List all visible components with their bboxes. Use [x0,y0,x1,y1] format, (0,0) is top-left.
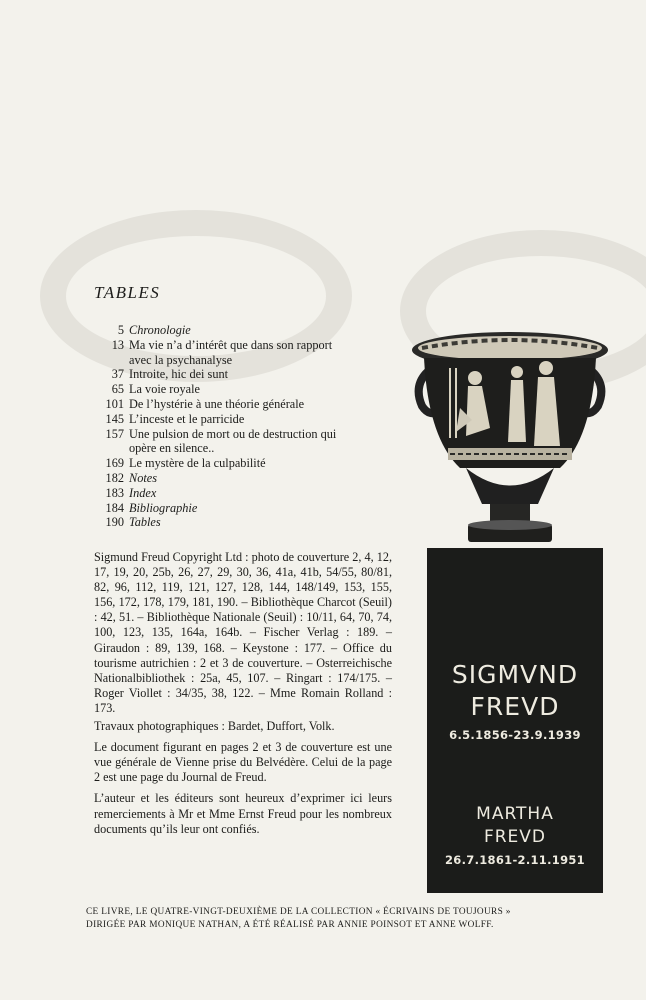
plinth-dates-sigmund: 6.5.1856-23.9.1939 [449,728,581,742]
acknowledgements: L’auteur et les éditeurs sont heureux d’exprimer ici leurs remerciements à Mr et Mme Ernst Freud pour les nombreux documents qu’ils leur ont confiés. [94,791,392,836]
toc-title: Le mystère de la culpabilité [129,456,266,471]
toc-page-number: 145 [105,411,124,426]
toc-title: Notes [129,470,158,485]
marble-plinth [427,548,603,893]
toc-title: Index [129,485,157,500]
toc-page-number: 190 [105,515,124,530]
plinth-dates-martha: 26.7.1861-2.11.1951 [445,853,585,867]
toc-page-number: 157 [105,426,124,441]
table-of-contents [86,323,396,530]
toc-entry [86,397,396,412]
toc-title: Tables [129,515,161,530]
toc-entry [86,456,396,471]
toc-title: avec la psychanalyse [129,352,233,367]
toc-title: Ma vie n’a d’intérêt que dans son rapport [129,337,333,352]
toc-entry [86,338,396,353]
toc-page-number: 183 [105,485,124,500]
toc-title: Introite, hic dei sunt [129,367,229,382]
page-heading: TABLES [94,283,161,302]
toc-page-number: 65 [111,382,124,397]
toc-entry [86,382,396,397]
toc-title: De l’hystérie à une théorie générale [129,396,305,411]
toc-entry [86,501,396,516]
toc-entry [86,367,396,382]
toc-title: L’inceste et le parricide [129,411,245,426]
toc-entry [86,427,396,442]
toc-entry [86,412,396,427]
toc-page-number [86,353,129,368]
toc-page-number: 37 [111,367,124,382]
toc-page-number: 101 [105,396,124,411]
toc-entry [86,441,396,456]
toc-page-number: 169 [105,456,124,471]
toc-page-number: 182 [105,470,124,485]
credits-block [94,550,392,843]
toc-page-number: 5 [117,323,124,337]
colophon-line-1: CE LIVRE, LE QUATRE-VINGT-DEUXIÈME DE LA COLLECTION « ÉCRIVAINS DE TOUJOURS » [86,907,511,917]
toc-entry [86,471,396,486]
toc-page-number [86,441,129,456]
photo-works: Travaux photographiques : Bardet, Duffort, Volk. [94,719,335,734]
toc-title: La voie royale [129,382,201,397]
toc-title: Chronologie [129,323,191,337]
toc-page-number: 184 [105,500,124,515]
toc-entry [86,515,396,530]
document-note: Le document figurant en pages 2 et 3 de couverture est une vue générale de Vienne prise du Belvédère. Celui de la page 2 est une page du Journal de Freud. [94,740,392,785]
toc-entry [86,353,396,368]
toc-title: Bibliographie [129,500,198,515]
toc-entry [86,323,396,338]
plinth-name-sigmund: SIGMVND [451,660,579,689]
toc-title: Une pulsion de mort ou de destruction qui [129,426,337,441]
colophon [86,906,616,932]
photo-credits: Sigmund Freud Copyright Ltd : photo de couverture 2, 4, 12, 17, 19, 20, 25b, 26, 27, 29, 30, 36, 41a, 41b, 54/55, 80/81, 82, 96, 112, 119, 121, 127, 128, 144, 148/149, 153, 155, 156, 172, 178, 179, 181, 190. – Bibliothèque Charcot (Seuil) : 42, 51. – Bibliothèque Nationale (Seuil) : 10/11, 64, 70, 74, 100, 123, 135, 164a, 164b. – Fischer Verlag : 189. – Giraudon : 89, 139, 168. – Keystone : 177. – Office du tourisme autrichien : 2 et 3 de couverture. – Osterreichische Nationalbibliothek : 25a, 45, 107. – Ringart : 174/175. – Roger Viollet : 34/35, 38, 122. – Mme Romain Rolland : 173. [94,550,392,715]
plinth-surname-freud: FREVD [470,692,560,721]
toc-entry [86,486,396,501]
toc-page-number: 13 [111,337,124,352]
plinth-name-martha: MARTHA [476,804,554,824]
plinth-surname-freud-2: FREVD [483,827,547,847]
toc-title: opère en silence.. [129,441,215,456]
colophon-line-2: DIRIGÉE PAR MONIQUE NATHAN, A ÉTÉ RÉALISÉ PAR ANNIE POINSOT ET ANNE WOLFF. [86,920,494,930]
